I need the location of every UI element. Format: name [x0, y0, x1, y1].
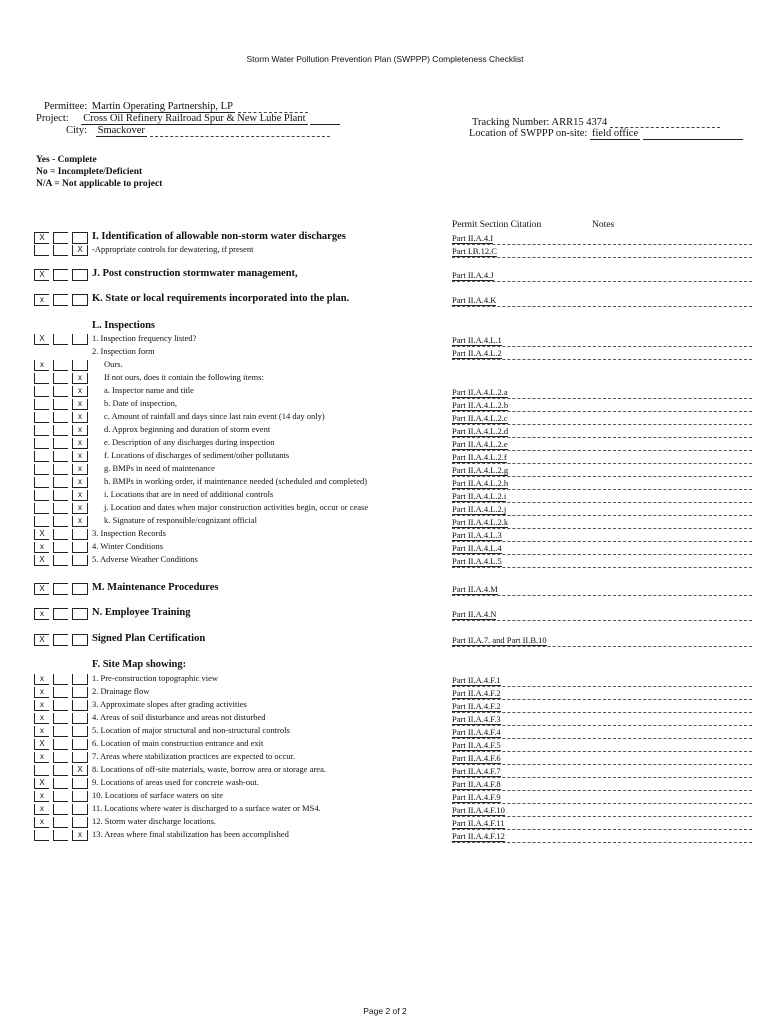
- permit-citation-text: Part II.A.4.N: [452, 609, 497, 619]
- checkbox-na[interactable]: x: [72, 386, 88, 397]
- checkbox-yes[interactable]: [34, 412, 49, 423]
- checkbox-no[interactable]: [53, 674, 68, 685]
- checklist-item-label: K. State or local requirements incorporated into the plan.: [92, 293, 350, 304]
- permit-citation-text: Part II.A.4.F.9: [452, 792, 501, 802]
- checkbox-na[interactable]: x: [72, 516, 88, 527]
- permit-citation: [452, 688, 752, 700]
- checkbox-yes[interactable]: x: [34, 294, 49, 306]
- permit-citation-text: Part II.A.4.L.4: [452, 543, 502, 553]
- checkbox-na[interactable]: x: [72, 373, 88, 384]
- checkbox-yes[interactable]: [34, 245, 49, 256]
- checklist-item-label: 5. Location of major structural and non-structural controls: [92, 725, 290, 735]
- permit-citation-text: Part II.A.4.K: [452, 295, 497, 305]
- page-title: Storm Water Pollution Prevention Plan (SWPPP) Completeness Checklist: [246, 54, 524, 64]
- checkbox-na[interactable]: x: [72, 503, 88, 514]
- checkbox-yes[interactable]: [34, 464, 49, 475]
- permit-citation-text: Part II.A.4.L.3: [452, 530, 502, 540]
- checklist-item-label: i. Locations that are in need of additional controls: [104, 489, 274, 499]
- checkbox-na[interactable]: [72, 232, 88, 244]
- checkbox-na[interactable]: [72, 726, 88, 737]
- checkbox-na[interactable]: X: [72, 765, 88, 776]
- checklist-item-label: f. Locations of discharges of sediment/other pollutants: [104, 450, 290, 460]
- checkbox-no[interactable]: [53, 752, 68, 763]
- checklist-item-label: L. Inspections: [92, 320, 156, 331]
- permit-citation-text: Part II.A.4.L.2.j: [452, 504, 507, 514]
- checkbox-no[interactable]: [53, 425, 68, 436]
- city-value: Smackover: [97, 125, 145, 136]
- checklist-item-label: j. Location and dates when major construction activities begin, occur or cease: [104, 502, 369, 512]
- checklist-item-label: 4. Areas of soil disturbance and areas not disturbed: [92, 712, 266, 722]
- permit-citation: [452, 805, 752, 817]
- permit-citation: [452, 714, 752, 726]
- checkbox-na[interactable]: [72, 752, 88, 763]
- permit-citation: [452, 831, 752, 843]
- checkbox-yes[interactable]: x: [34, 713, 49, 724]
- checklist-item-label: 2. Inspection form: [92, 346, 155, 356]
- checkbox-no[interactable]: [53, 700, 68, 711]
- permit-citation-text: Part II.A.4.L.2.h: [452, 478, 509, 488]
- checkbox-yes[interactable]: x: [34, 542, 49, 553]
- checkbox-no[interactable]: [53, 804, 68, 815]
- checkbox-yes[interactable]: [34, 451, 49, 462]
- checkbox-yes[interactable]: X: [34, 232, 49, 244]
- permit-citation: [452, 387, 752, 399]
- legend-no: No = Incomplete/Deficient: [36, 167, 143, 177]
- checkbox-yes[interactable]: [34, 386, 49, 397]
- checkbox-na[interactable]: [72, 583, 88, 595]
- permit-citation: [452, 766, 752, 778]
- checklist-item-label: 6. Location of main construction entrance and exit: [92, 738, 264, 748]
- checklist-item-label: 13. Areas where final stabilization has been accomplished: [92, 829, 289, 839]
- checklist-item-label: b. Date of inspection,: [104, 398, 177, 408]
- permit-citation: [452, 727, 752, 739]
- checkbox-na[interactable]: [72, 817, 88, 828]
- checkbox-na[interactable]: x: [72, 451, 88, 462]
- permit-citation: [452, 491, 752, 503]
- checkbox-na[interactable]: x: [72, 477, 88, 488]
- checkbox-na[interactable]: [72, 360, 88, 371]
- checkbox-no[interactable]: [53, 503, 68, 514]
- checkbox-no[interactable]: [53, 464, 68, 475]
- checkbox-na[interactable]: [72, 542, 88, 553]
- permit-citation: [452, 452, 752, 464]
- permit-citation: [452, 478, 752, 490]
- checklist-item-label: h. BMPs in working order, if maintenance needed (scheduled and completed): [104, 476, 368, 486]
- checkbox-no[interactable]: [53, 373, 68, 384]
- permit-citation: [452, 635, 752, 647]
- permit-citation: [452, 400, 752, 412]
- permit-citation: [452, 701, 752, 713]
- checkbox-no[interactable]: [53, 791, 68, 802]
- tracking-label: Tracking Number:: [472, 117, 550, 128]
- permit-citation-text: Part I.B.12.C: [452, 246, 497, 256]
- checkbox-yes[interactable]: X: [34, 529, 49, 540]
- permit-citation: [452, 348, 752, 360]
- checkbox-no[interactable]: [53, 583, 68, 595]
- checkbox-no[interactable]: [53, 477, 68, 488]
- checkbox-no[interactable]: [53, 399, 68, 410]
- permit-citation-text: Part II.A.4.F.12: [452, 831, 505, 841]
- permit-citation-text: Part II.A.4.F.10: [452, 805, 505, 815]
- checkbox-na[interactable]: [72, 687, 88, 698]
- permit-citation: [452, 426, 752, 438]
- permit-citation: [452, 413, 752, 425]
- permit-citation: [452, 675, 752, 687]
- checkbox-yes[interactable]: X: [34, 269, 49, 281]
- permit-citation-text: Part II.A.4.L.2.k: [452, 517, 509, 527]
- checkbox-yes[interactable]: [34, 399, 49, 410]
- checkbox-no[interactable]: [53, 386, 68, 397]
- legend-na: N/A = Not applicable to project: [36, 179, 163, 189]
- notes-column-header: Notes: [592, 220, 615, 230]
- permit-citation: [452, 335, 752, 347]
- permit-citation-text: Part II.A.4.F.11: [452, 818, 505, 828]
- checkbox-yes[interactable]: X: [34, 634, 49, 646]
- permit-citation: [452, 530, 752, 542]
- permit-citation: [452, 740, 752, 752]
- permit-citation: [452, 295, 752, 307]
- checkbox-na[interactable]: [72, 791, 88, 802]
- permit-citation-text: Part II.A.4.I: [452, 233, 494, 243]
- checklist-item-label: 9. Locations of areas used for concrete wash-out.: [92, 777, 259, 787]
- permit-citation: [452, 517, 752, 529]
- permit-citation-text: Part II.A.4.L.2.f: [452, 452, 507, 462]
- checkbox-no[interactable]: [53, 451, 68, 462]
- checkbox-no[interactable]: [53, 713, 68, 724]
- permit-citation-text: Part II.A.4.J: [452, 270, 494, 280]
- checklist-item-label: Signed Plan Certification: [92, 633, 206, 644]
- checkbox-na[interactable]: [72, 608, 88, 620]
- checkbox-no[interactable]: [53, 334, 68, 345]
- project-underline: [310, 115, 340, 125]
- checklist-item-label: 1. Pre-construction topographic view: [92, 673, 219, 683]
- checklist-item-label: e. Description of any discharges during inspection: [104, 437, 275, 447]
- location-value: field office: [591, 128, 639, 139]
- permit-citation-text: Part II.A.4.L.2.b: [452, 400, 509, 410]
- permit-citation: [452, 792, 752, 804]
- page-number: Page 2 of 2: [363, 1006, 407, 1016]
- checkbox-no[interactable]: [53, 529, 68, 540]
- checkbox-no[interactable]: [53, 412, 68, 423]
- checkbox-yes[interactable]: x: [34, 726, 49, 737]
- checkbox-yes[interactable]: x: [34, 700, 49, 711]
- checkbox-na[interactable]: [72, 778, 88, 789]
- tracking-line: [472, 117, 720, 128]
- checkbox-na[interactable]: x: [72, 399, 88, 410]
- checklist-item-label: d. Approx beginning and duration of storm event: [104, 424, 271, 434]
- checklist-item-label: 2. Drainage flow: [92, 686, 150, 696]
- checkbox-yes[interactable]: [34, 438, 49, 449]
- permit-citation-text: Part II.A.4.M: [452, 584, 498, 594]
- permit-citation-text: Part II.A.4.L.2.a: [452, 387, 508, 397]
- permit-citation: [452, 556, 752, 568]
- checklist-item-label: J. Post construction stormwater management,: [92, 268, 298, 279]
- checklist-item-label: 8. Locations of off-site materials, waste, borrow area or storage area.: [92, 764, 326, 774]
- tracking-dash: [610, 118, 720, 128]
- checklist-item-label: k. Signature of responsible/cognizant official: [104, 515, 258, 525]
- checkbox-yes[interactable]: X: [34, 778, 49, 789]
- checkbox-no[interactable]: [53, 269, 68, 281]
- permittee-label: Permittee:: [44, 101, 88, 112]
- checklist-item-label: 7. Areas where stabilization practices are expected to occur.: [92, 751, 295, 761]
- checkbox-yes[interactable]: [34, 490, 49, 501]
- permit-citation: [452, 465, 752, 477]
- city-label: City:: [66, 125, 88, 136]
- permit-citation-text: Part II.A.4.F.2: [452, 701, 501, 711]
- checklist-item-label: 3. Inspection Records: [92, 528, 166, 538]
- checkbox-na[interactable]: [72, 674, 88, 685]
- checklist-item-label: If not ours, does it contain the following items:: [104, 372, 264, 382]
- checkbox-no[interactable]: [53, 830, 68, 841]
- legend-yes: Yes - Complete: [36, 155, 97, 165]
- checkbox-na[interactable]: [72, 739, 88, 750]
- checkbox-na[interactable]: x: [72, 438, 88, 449]
- checklist-item-label: g. BMPs in need of maintenance: [104, 463, 215, 473]
- permit-citation: [452, 246, 752, 258]
- checkbox-yes[interactable]: x: [34, 791, 49, 802]
- checkbox-no[interactable]: [53, 542, 68, 553]
- checkbox-no[interactable]: [53, 817, 68, 828]
- checkbox-yes[interactable]: x: [34, 608, 49, 620]
- permit-citation-text: Part II.A.4.L.2.c: [452, 413, 508, 423]
- checkbox-na[interactable]: [72, 269, 88, 281]
- project-line: [36, 113, 340, 125]
- checklist-item-label: Ours.: [104, 359, 123, 369]
- checkbox-no[interactable]: [53, 245, 68, 256]
- permit-citation: [452, 233, 752, 245]
- checkbox-no[interactable]: [53, 608, 68, 620]
- checkbox-na[interactable]: x: [72, 425, 88, 436]
- checklist-item-label: 5. Adverse Weather Conditions: [92, 554, 198, 564]
- checkbox-no[interactable]: [53, 778, 68, 789]
- checkbox-yes[interactable]: [34, 503, 49, 514]
- checklist-item-label: N. Employee Training: [92, 607, 191, 618]
- checkbox-na[interactable]: [72, 713, 88, 724]
- city-dash: [150, 127, 330, 137]
- checkbox-yes[interactable]: X: [34, 334, 49, 345]
- checklist-item-label: 4. Winter Conditions: [92, 541, 164, 551]
- checkbox-yes[interactable]: [34, 516, 49, 527]
- permit-citation-text: Part II.A.4.F.1: [452, 675, 501, 685]
- checkbox-no[interactable]: [53, 438, 68, 449]
- project-label: Project:: [36, 113, 69, 124]
- checklist-item-label: -Appropriate controls for dewatering, if present: [92, 244, 254, 254]
- permit-citation: [452, 270, 752, 282]
- checkbox-no[interactable]: [53, 555, 68, 566]
- checkbox-na[interactable]: [72, 529, 88, 540]
- checklist-item-label: 11. Locations where water is discharged to a surface water or MS4.: [92, 803, 321, 813]
- permit-citation-text: Part II.A.4.L.2.i: [452, 491, 507, 501]
- checkbox-yes[interactable]: x: [34, 360, 49, 371]
- checkbox-no[interactable]: [53, 739, 68, 750]
- checkbox-no[interactable]: [53, 516, 68, 527]
- checkbox-yes[interactable]: [34, 425, 49, 436]
- checkbox-na[interactable]: X: [72, 245, 88, 256]
- permit-citation-text: Part II.A.4.F.6: [452, 753, 501, 763]
- checkbox-na[interactable]: [72, 334, 88, 345]
- checkbox-yes[interactable]: x: [34, 817, 49, 828]
- permit-citation: [452, 818, 752, 830]
- location-label: Location of SWPPP on-site:: [469, 128, 588, 139]
- checkbox-no[interactable]: [53, 232, 68, 244]
- checkbox-yes[interactable]: [34, 765, 49, 776]
- permit-citation: [452, 543, 752, 555]
- tracking-value: ARR15 4374: [551, 117, 608, 128]
- permittee-value: Martin Operating Partnership, LP: [91, 101, 233, 112]
- checkbox-yes[interactable]: x: [34, 752, 49, 763]
- permit-citation-text: Part II.A.4.F.5: [452, 740, 501, 750]
- permit-citation: [452, 753, 752, 765]
- checkbox-yes[interactable]: x: [34, 687, 49, 698]
- permit-citation: [452, 504, 752, 516]
- checklist-item-label: I. Identification of allowable non-storm water discharges: [92, 231, 346, 242]
- checklist-item-label: M. Maintenance Procedures: [92, 582, 219, 593]
- checkbox-no[interactable]: [53, 634, 68, 646]
- checkbox-no[interactable]: [53, 765, 68, 776]
- permit-citation: [452, 779, 752, 791]
- permit-citation-text: Part II.A.4.L.2.e: [452, 439, 508, 449]
- checkbox-no[interactable]: [53, 687, 68, 698]
- checkbox-yes[interactable]: x: [34, 674, 49, 685]
- permit-citation-text: Part II.A.4.L.2.d: [452, 426, 509, 436]
- location-line: [469, 128, 743, 140]
- checkbox-yes[interactable]: X: [34, 583, 49, 595]
- checkbox-no[interactable]: [53, 360, 68, 371]
- checkbox-na[interactable]: x: [72, 490, 88, 501]
- checkbox-yes[interactable]: [34, 830, 49, 841]
- checklist-item-label: F. Site Map showing:: [92, 659, 187, 670]
- permittee-dash: [238, 103, 308, 113]
- project-value: Cross Oil Refinery Railroad Spur & New Lube Plant: [83, 113, 306, 124]
- checkbox-yes[interactable]: [34, 477, 49, 488]
- checkbox-na[interactable]: [72, 804, 88, 815]
- permit-citation: [452, 584, 752, 596]
- checklist-item-label: a. Inspector name and title: [104, 385, 194, 395]
- checkbox-na[interactable]: [72, 700, 88, 711]
- checklist-item-label: 10. Locations of surface waters on site: [92, 790, 223, 800]
- permit-citation: [452, 609, 752, 621]
- checkbox-na[interactable]: x: [72, 830, 88, 841]
- checklist-item-label: 3. Approximate slopes after grading activities: [92, 699, 247, 709]
- checkbox-na[interactable]: x: [72, 412, 88, 423]
- checkbox-no[interactable]: [53, 726, 68, 737]
- permit-citation-text: Part II.A.4.F.4: [452, 727, 501, 737]
- checkbox-yes[interactable]: [34, 373, 49, 384]
- permit-citation-text: Part II.A.4.F.8: [452, 779, 501, 789]
- permit-citation-text: Part II.A.4.F.7: [452, 766, 501, 776]
- checklist-item-label: 12. Storm water discharge locations.: [92, 816, 217, 826]
- permit-citation-text: Part II.A.4.L.2: [452, 348, 502, 358]
- checkbox-na[interactable]: x: [72, 464, 88, 475]
- permittee-line: [44, 101, 308, 113]
- city-line: [66, 125, 330, 137]
- checkbox-na[interactable]: [72, 634, 88, 646]
- citation-column-header: Permit Section Citation: [452, 220, 542, 230]
- checkbox-na[interactable]: [72, 294, 88, 306]
- checkbox-no[interactable]: [53, 294, 68, 306]
- checkbox-na[interactable]: [72, 555, 88, 566]
- checkbox-yes[interactable]: x: [34, 804, 49, 815]
- permit-citation: [452, 439, 752, 451]
- permit-citation-text: Part II.A.7. and Part II.B.10: [452, 635, 547, 645]
- checkbox-no[interactable]: [53, 490, 68, 501]
- checklist-item-label: c. Amount of rainfall and days since last rain event (14 day only): [104, 411, 325, 421]
- checkbox-yes[interactable]: X: [34, 555, 49, 566]
- checkbox-yes[interactable]: X: [34, 739, 49, 750]
- permit-citation-text: Part II.A.4.L.2.g: [452, 465, 509, 475]
- permit-citation-text: Part II.A.4.L.5: [452, 556, 502, 566]
- permit-citation-text: Part II.A.4.F.3: [452, 714, 501, 724]
- location-underline: [643, 130, 743, 140]
- checklist-item-label: 1. Inspection frequency listed?: [92, 333, 197, 343]
- permit-citation-text: Part II.A.4.F.2: [452, 688, 501, 698]
- permit-citation-text: Part II.A.4.L.1: [452, 335, 502, 345]
